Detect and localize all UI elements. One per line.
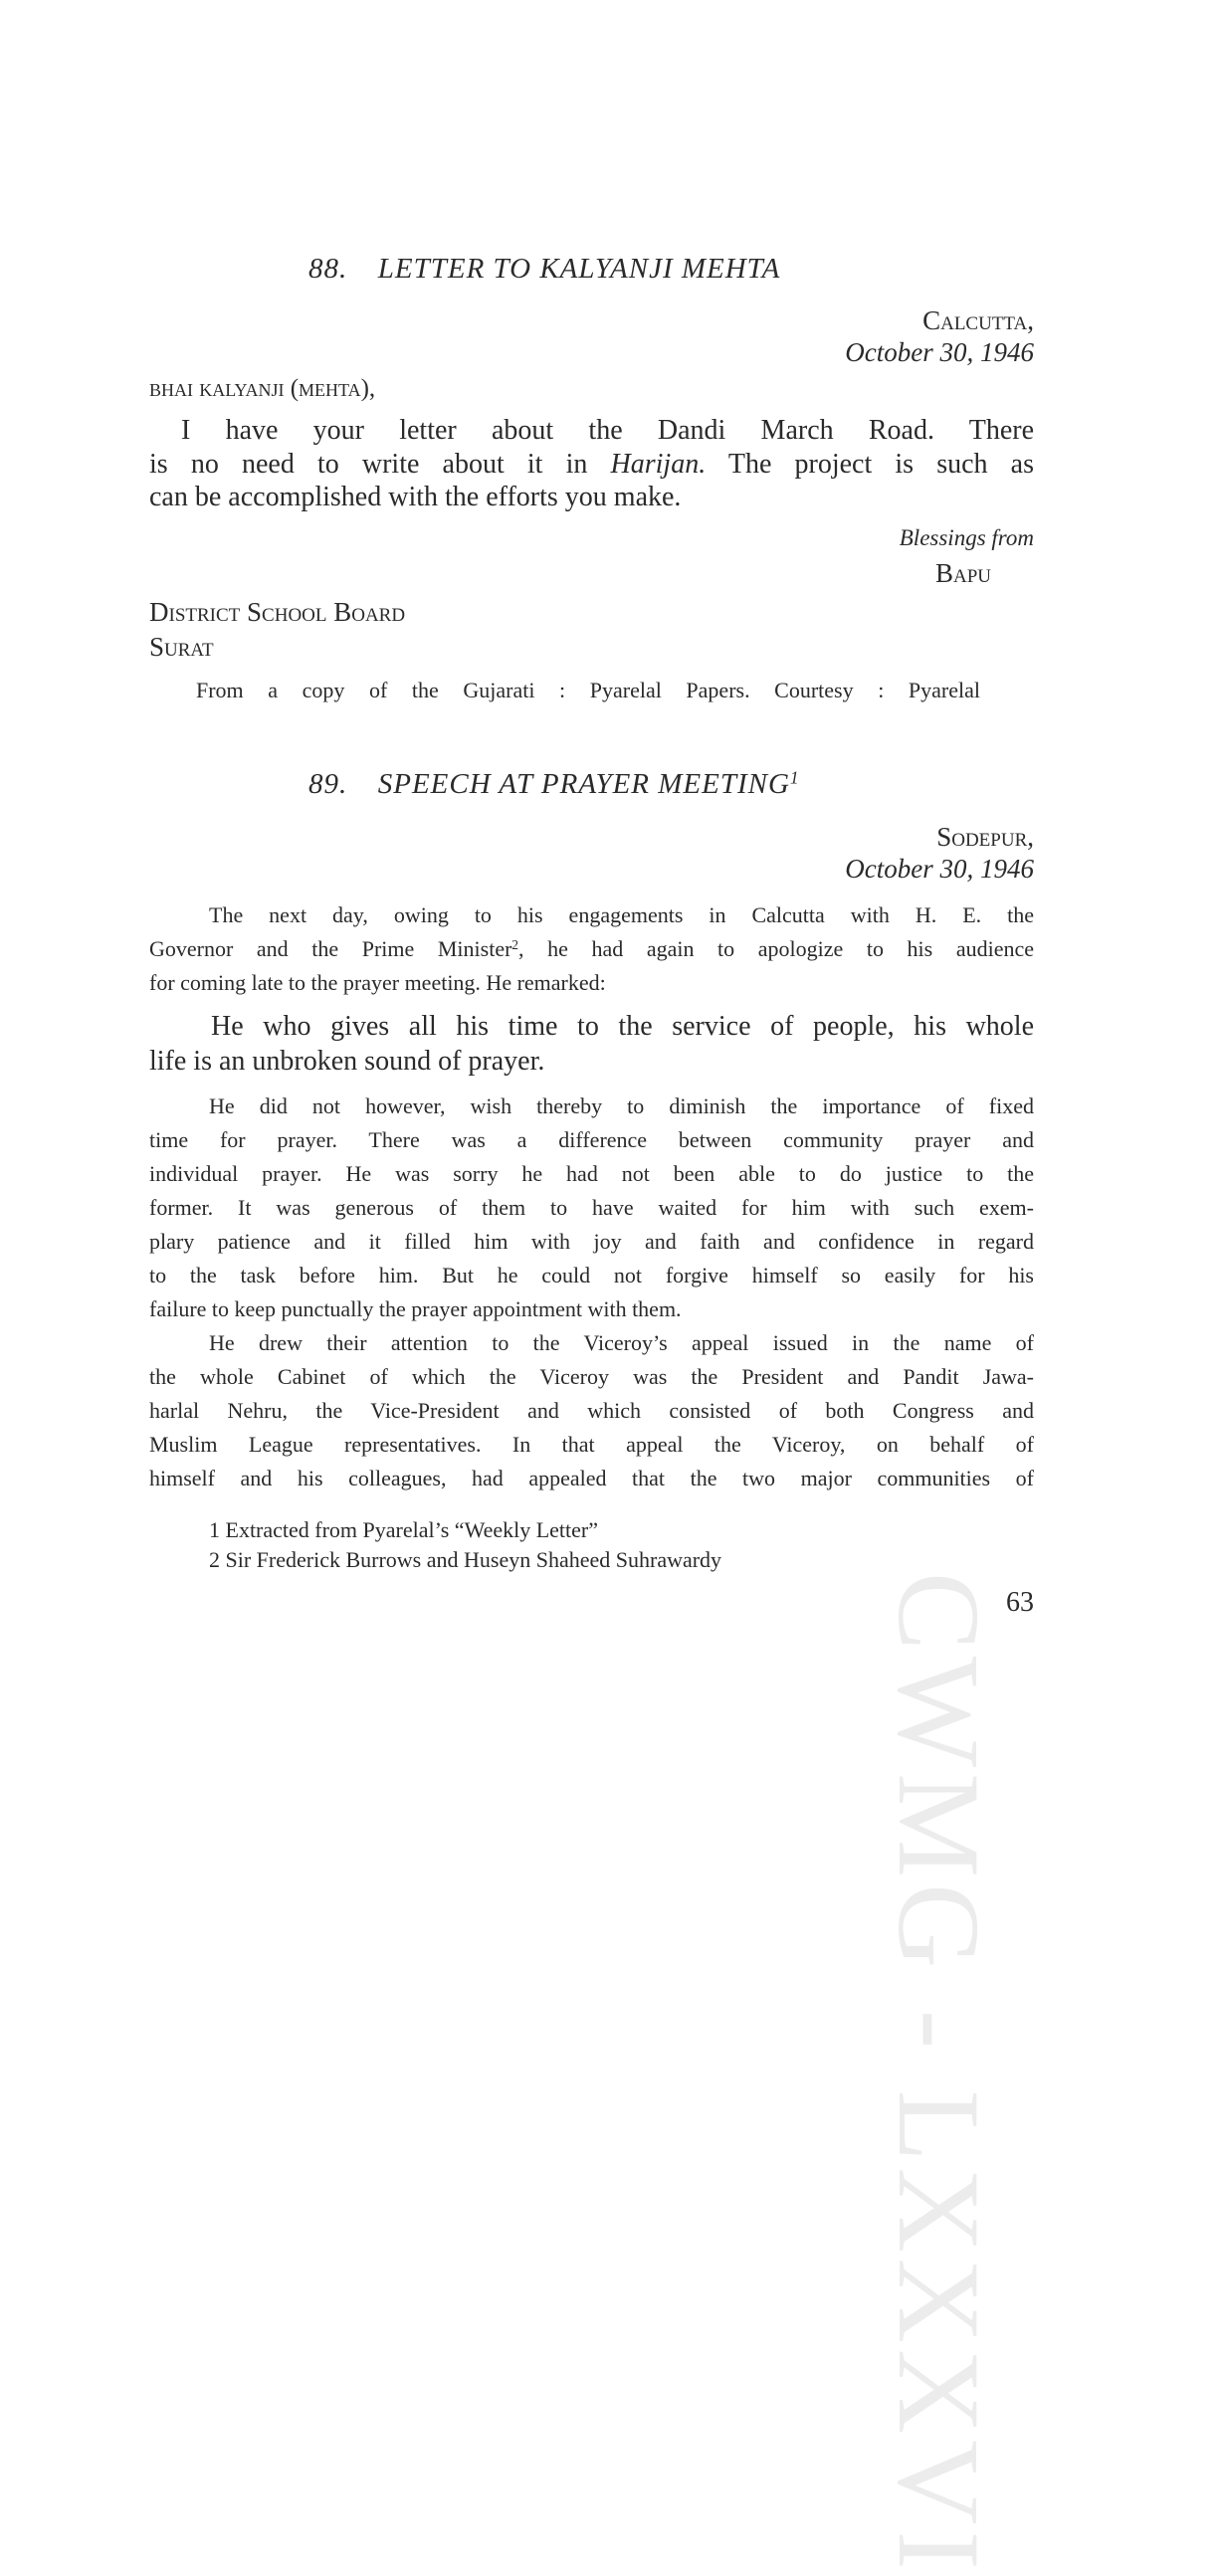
item-89-intro-line-2a: Governor and the Prime Minister — [149, 936, 512, 961]
item-89-para1-line-2: time for prayer. There was a difference between community prayer and — [149, 1127, 1034, 1152]
item-89-number: 89. — [308, 768, 348, 800]
item-88-closing: Blessings from — [899, 525, 1034, 550]
item-89-para1-line-6: to the task before him. But he could not forgive himself so easily for his — [149, 1263, 1034, 1288]
footnote-1 — [209, 1517, 598, 1543]
item-89-title-note: 1 — [789, 767, 800, 788]
footnote-2-mark: 2 — [209, 1547, 220, 1572]
item-89-intro-line-1: The next day, owing to his engagements in Calcutta with H. E. the — [209, 902, 1034, 927]
footnote-1-text: Extracted from Pyarelal’s “Weekly Letter” — [225, 1517, 598, 1542]
footnote-1-mark: 1 — [209, 1517, 220, 1542]
item-88-source: From a copy of the Gujarati : Pyarelal Papers. Courtesy : Pyarelal — [196, 678, 980, 702]
item-88-number: 88. — [308, 253, 348, 285]
item-89-para2-line-4: Muslim League representatives. In that appeal the Viceroy, on behalf of — [149, 1432, 1034, 1457]
item-88-body-line-2a: is no need to write about it in — [149, 449, 588, 480]
item-89-para1-line-1: He did not however, wish thereby to diminish the importance of fixed — [209, 1093, 1034, 1118]
item-88-harijan: Harijan. — [610, 449, 707, 480]
item-89-para2-line-3: harlal Nehru, the Vice-President and which consisted of both Congress and — [149, 1398, 1034, 1423]
item-89-para1-line-3: individual prayer. He was sorry he had not been able to do justice to the — [149, 1161, 1034, 1186]
item-88-body-line-2 — [149, 449, 1034, 481]
item-88-title: LETTER TO KALYANJI MEHTA — [377, 253, 781, 285]
item-88-salutation: bhai kalyanji (mehta), — [149, 375, 376, 402]
item-89-footnote-ref-2: 2 — [511, 936, 519, 952]
item-89-para2-line-5: himself and his colleagues, had appealed that the two major communities of — [149, 1466, 1034, 1490]
item-89-title: SPEECH AT PRAYER MEETING — [377, 768, 790, 800]
item-89-quote-line-1: He who gives all his time to the service of people, his whole — [211, 1011, 1034, 1042]
item-89-quote-line-2: life is an unbroken sound of prayer. — [149, 1046, 545, 1077]
watermark: CWMG - LXXXVI — [874, 1572, 1004, 2576]
item-88-address-line-2: Surat — [149, 632, 214, 662]
item-89-para2-line-1: He drew their attention to the Viceroy’s appeal issued in the name of — [209, 1330, 1034, 1355]
item-88-signature: Bapu — [934, 558, 991, 588]
footnote-2 — [209, 1547, 721, 1573]
item-89-para1-line-4: former. It was generous of them to have waited for him with such exem- — [149, 1195, 1034, 1220]
item-89-date: October 30, 1946 — [845, 854, 1034, 884]
footnote-2-text: Sir Frederick Burrows and Huseyn Shaheed Suhrawardy — [225, 1547, 722, 1572]
item-88-body-line-3: can be accomplished with the efforts you make. — [149, 482, 682, 512]
item-88-heading — [308, 253, 780, 286]
item-89-para2-line-2: the whole Cabinet of which the Viceroy was the President and Pandit Jawa- — [149, 1364, 1034, 1389]
item-89-intro-line-2b: , he had again to apologize to his audience — [518, 936, 1034, 961]
item-89-para1-line-7: failure to keep punctually the prayer appointment with them. — [149, 1296, 682, 1321]
item-89-place: Sodepur, — [936, 822, 1034, 852]
item-88-date: October 30, 1946 — [845, 337, 1034, 367]
item-88-body-line-2b: The project is such as — [727, 449, 1034, 480]
item-89-intro-line-2 — [149, 936, 1034, 962]
item-89-heading — [308, 768, 800, 801]
item-89-intro-line-3: for coming late to the prayer meeting. He remarked: — [149, 970, 606, 995]
item-89-para1-line-5: plary patience and it filled him with joy and faith and confidence in regard — [149, 1229, 1034, 1254]
item-88-address-line-1: District School Board — [149, 597, 406, 627]
item-88-body-line-1: I have your letter about the Dandi March Road. There — [181, 415, 1034, 446]
page-number: 63 — [1006, 1587, 1034, 1618]
item-88-place: Calcutta, — [922, 305, 1034, 335]
